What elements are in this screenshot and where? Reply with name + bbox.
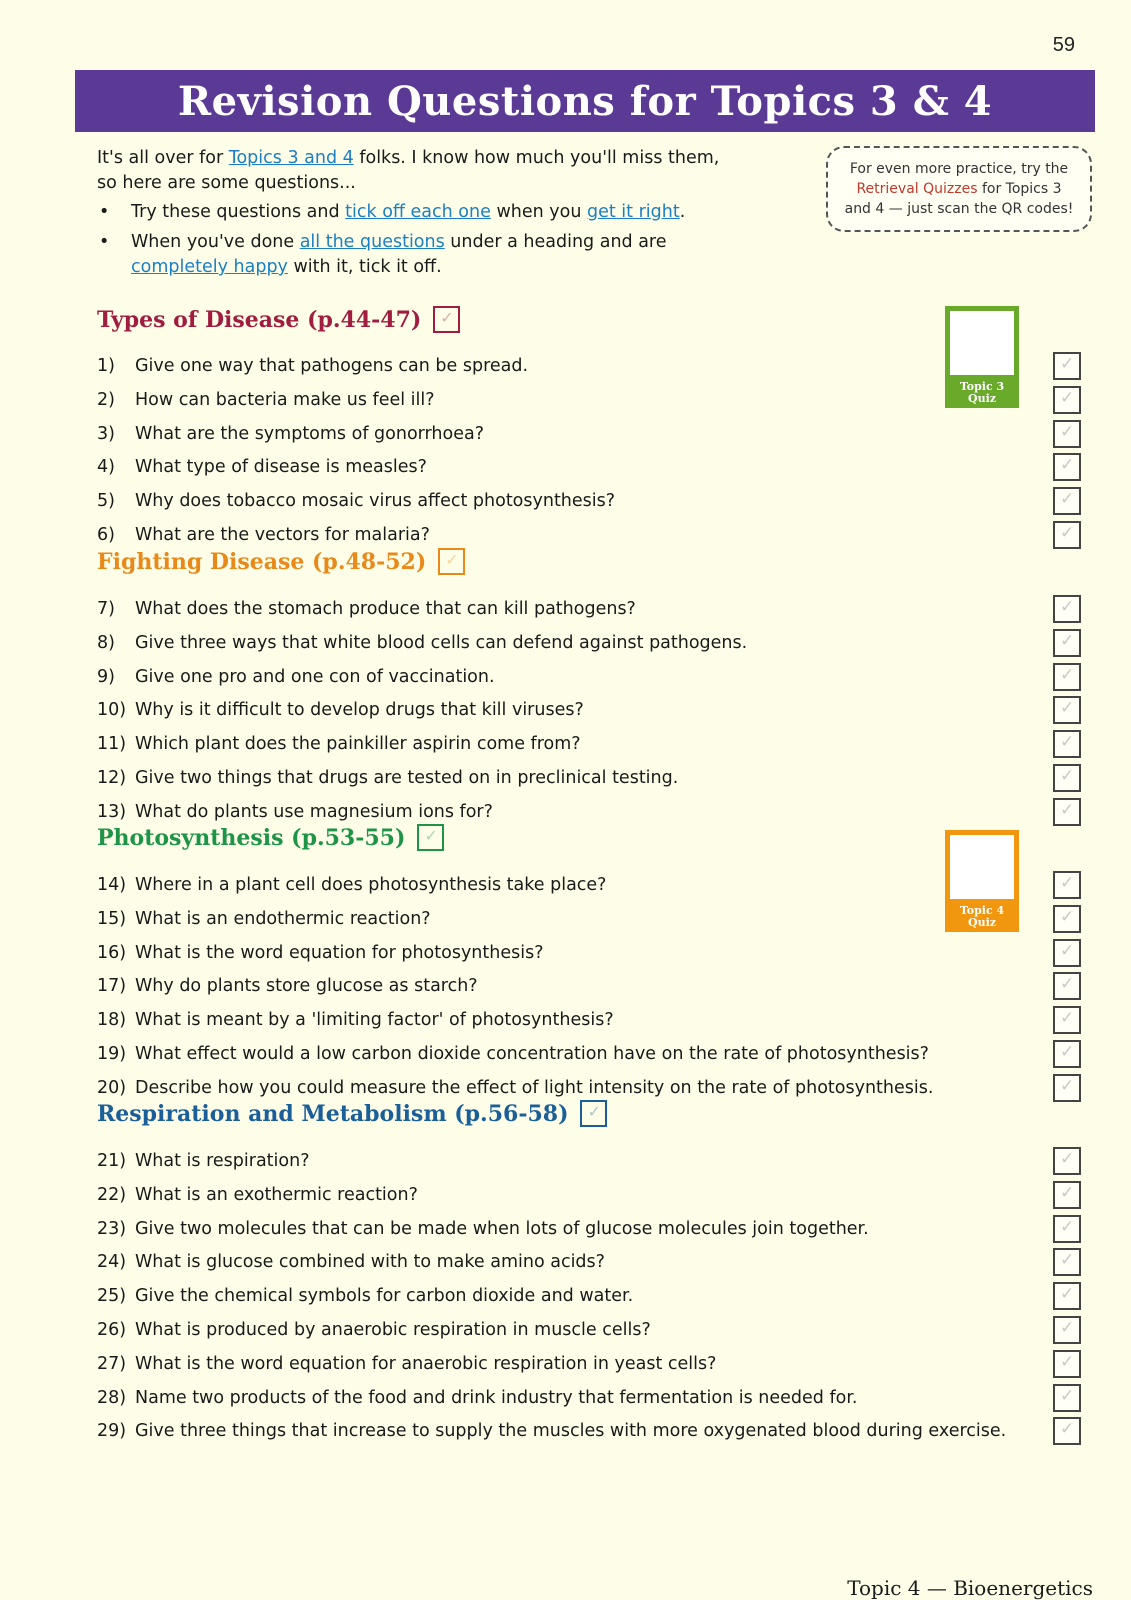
tip-box	[826, 146, 1092, 232]
question-item	[97, 488, 615, 514]
intro-link-topics: Topics 3 and 4	[228, 148, 354, 168]
question-item	[97, 697, 584, 723]
page-title: Revision Questions for Topics 3 & 4	[177, 77, 993, 125]
question-item	[97, 1075, 933, 1101]
question-text: Name two products of the food and drink industry that fermentation is needed for.	[135, 1388, 858, 1408]
highlight-tick-off: tick off each one	[345, 202, 491, 222]
question-text: What are the symptoms of gonorrhoea?	[135, 424, 485, 444]
question-text: What is the word equation for anaerobic respiration in yeast cells?	[135, 1354, 717, 1374]
question-number: 2)	[97, 390, 115, 410]
question-item	[97, 387, 435, 413]
bullet-text: under a heading and are	[444, 232, 667, 252]
section-tick-box[interactable]	[433, 306, 460, 333]
question-number: 15)	[97, 909, 127, 929]
section-heading-fighting-disease	[97, 548, 465, 575]
question-item	[97, 1148, 309, 1174]
highlight-get-it-right: get it right	[586, 202, 680, 222]
section-heading-photosynthesis	[97, 824, 444, 851]
question-number: 7)	[97, 599, 115, 619]
section-heading-text: Photosynthesis (p.53-55)	[97, 824, 406, 851]
intro-text: so here are some questions...	[97, 173, 356, 193]
question-checkbox[interactable]	[1053, 487, 1081, 515]
question-number: 5)	[97, 491, 115, 511]
question-text: What does the stomach produce that can kill pathogens?	[135, 599, 636, 619]
question-checkbox[interactable]	[1053, 1006, 1081, 1034]
question-text: What are the vectors for malaria?	[135, 525, 430, 545]
question-checkbox[interactable]	[1053, 1417, 1081, 1445]
question-number: 11)	[97, 734, 127, 754]
question-checkbox[interactable]	[1053, 939, 1081, 967]
question-item	[97, 421, 484, 447]
question-item	[97, 1041, 929, 1067]
question-number: 28)	[97, 1388, 127, 1408]
question-number: 14)	[97, 875, 127, 895]
question-number: 26)	[97, 1320, 127, 1340]
question-number: 19)	[97, 1044, 127, 1064]
question-number: 17)	[97, 976, 127, 996]
question-number: 3)	[97, 424, 115, 444]
question-text: Give one pro and one con of vaccination.	[135, 667, 495, 687]
question-number: 10)	[97, 700, 127, 720]
question-item	[97, 1182, 418, 1208]
question-item	[97, 1283, 633, 1309]
question-item	[97, 731, 581, 757]
section-heading-types-of-disease	[97, 306, 460, 333]
question-checkbox[interactable]	[1053, 521, 1081, 549]
question-number: 24)	[97, 1252, 127, 1272]
question-item	[97, 1249, 605, 1275]
question-checkbox[interactable]	[1053, 1074, 1081, 1102]
bullet-text: .	[679, 202, 686, 222]
question-text: Give three things that increase to supply the muscles with more oxygenated blood during exercise.	[135, 1421, 1007, 1441]
section-tick-box[interactable]	[438, 548, 465, 575]
question-text: What is glucose combined with to make amino acids?	[135, 1252, 605, 1272]
question-number: 22)	[97, 1185, 127, 1205]
question-text: Describe how you could measure the effect of light intensity on the rate of photosynthesis.	[135, 1078, 934, 1098]
question-item	[97, 1385, 858, 1411]
question-checkbox[interactable]	[1053, 972, 1081, 1000]
question-number: 6)	[97, 525, 115, 545]
question-item	[97, 1216, 869, 1242]
topic-3-qr-code[interactable]	[945, 306, 1019, 408]
bullet-text: with it, tick it off.	[287, 257, 442, 277]
question-text: Why does tobacco mosaic virus affect photosynthesis?	[135, 491, 616, 511]
topic-4-qr-code[interactable]	[945, 830, 1019, 932]
question-number: 18)	[97, 1010, 127, 1030]
question-checkbox[interactable]	[1053, 730, 1081, 758]
qr-label: Topic 4 Quiz	[959, 904, 1005, 929]
question-item	[97, 1007, 614, 1033]
tip-line: For even more practice, try the	[849, 161, 1069, 177]
question-number: 13)	[97, 802, 127, 822]
question-text: How can bacteria make us feel ill?	[135, 390, 435, 410]
question-number: 21)	[97, 1151, 127, 1171]
question-item	[97, 872, 606, 898]
question-checkbox[interactable]	[1053, 1040, 1081, 1068]
question-checkbox[interactable]	[1053, 420, 1081, 448]
question-text: What is the word equation for photosynthesis?	[135, 943, 544, 963]
question-text: Give the chemical symbols for carbon dioxide and water.	[135, 1286, 634, 1306]
question-text: What effect would a low carbon dioxide concentration have on the rate of photosynthesis?	[135, 1044, 929, 1064]
question-text: What do plants use magnesium ions for?	[135, 802, 493, 822]
question-item	[97, 765, 678, 791]
question-checkbox[interactable]	[1053, 352, 1081, 380]
question-item	[97, 1351, 716, 1377]
qr-code-image	[950, 311, 1014, 375]
question-checkbox[interactable]	[1053, 1181, 1081, 1209]
question-text: Which plant does the painkiller aspirin come from?	[135, 734, 581, 754]
question-checkbox[interactable]	[1053, 1384, 1081, 1412]
question-number: 9)	[97, 667, 115, 687]
question-text: Where in a plant cell does photosynthesis take place?	[135, 875, 607, 895]
question-text: Why do plants store glucose as starch?	[135, 976, 478, 996]
question-item	[97, 454, 427, 480]
question-checkbox[interactable]	[1053, 798, 1081, 826]
highlight-all-questions: all the questions	[299, 232, 445, 252]
question-checkbox[interactable]	[1053, 386, 1081, 414]
question-item	[97, 1418, 1006, 1444]
question-checkbox[interactable]	[1053, 629, 1081, 657]
intro-line-1	[97, 146, 777, 196]
page-number: 59	[1052, 34, 1075, 56]
question-number: 20)	[97, 1078, 127, 1098]
question-item	[97, 973, 478, 999]
question-number: 16)	[97, 943, 127, 963]
section-heading-text: Fighting Disease (p.48-52)	[97, 548, 427, 575]
question-number: 1)	[97, 356, 115, 376]
section-heading-text: Respiration and Metabolism (p.56-58)	[97, 1100, 569, 1127]
tip-line: and 4 — just scan the QR codes!	[844, 201, 1074, 217]
question-number: 8)	[97, 633, 115, 653]
question-checkbox[interactable]	[1053, 696, 1081, 724]
question-item	[97, 906, 431, 932]
question-checkbox[interactable]	[1053, 905, 1081, 933]
highlight-completely-happy: completely happy	[131, 257, 288, 277]
question-checkbox[interactable]	[1053, 1282, 1081, 1310]
question-text: Give two things that drugs are tested on in preclinical testing.	[135, 768, 679, 788]
question-checkbox[interactable]	[1053, 764, 1081, 792]
intro-bullets	[97, 200, 777, 280]
intro-text: folks. I know how much you'll miss them,	[353, 148, 720, 168]
question-checkbox[interactable]	[1053, 1215, 1081, 1243]
title-banner	[75, 70, 1095, 132]
question-checkbox[interactable]	[1053, 871, 1081, 899]
qr-label: Topic 3 Quiz	[959, 380, 1005, 405]
question-text: What is produced by anaerobic respiration in muscle cells?	[135, 1320, 651, 1340]
bullet-text: when you	[490, 202, 587, 222]
question-checkbox[interactable]	[1053, 1316, 1081, 1344]
question-text: What type of disease is measles?	[135, 457, 427, 477]
question-item	[97, 522, 430, 548]
question-number: 12)	[97, 768, 127, 788]
section-heading-respiration	[97, 1100, 607, 1127]
section-tick-box[interactable]	[580, 1100, 607, 1127]
question-text: What is meant by a 'limiting factor' of photosynthesis?	[135, 1010, 614, 1030]
question-checkbox[interactable]	[1053, 1147, 1081, 1175]
bullet-text: When you've done	[131, 232, 300, 252]
question-text: What is an exothermic reaction?	[135, 1185, 418, 1205]
question-text: Give two molecules that can be made when lots of glucose molecules join together.	[135, 1219, 869, 1239]
question-item	[97, 596, 636, 622]
footer-topic: Topic 4 — Bioenergetics	[847, 1576, 1093, 1600]
question-item	[97, 630, 747, 656]
question-number: 23)	[97, 1219, 127, 1239]
question-checkbox[interactable]	[1053, 453, 1081, 481]
section-heading-text: Types of Disease (p.44-47)	[97, 306, 422, 333]
question-item	[97, 353, 528, 379]
question-number: 4)	[97, 457, 115, 477]
question-text: Give three ways that white blood cells can defend against pathogens.	[135, 633, 748, 653]
intro-text: It's all over for	[97, 148, 229, 168]
question-text: What is respiration?	[135, 1151, 310, 1171]
bullet-text: Try these questions and	[131, 202, 346, 222]
intro-bullet-2	[97, 230, 777, 280]
question-checkbox[interactable]	[1053, 1350, 1081, 1378]
question-item	[97, 799, 493, 825]
question-checkbox[interactable]	[1053, 595, 1081, 623]
question-text: What is an endothermic reaction?	[135, 909, 431, 929]
question-item	[97, 664, 495, 690]
tip-highlight: Retrieval Quizzes	[856, 181, 978, 197]
question-number: 25)	[97, 1286, 127, 1306]
question-text: Why is it difficult to develop drugs that kill viruses?	[135, 700, 584, 720]
question-number: 27)	[97, 1354, 127, 1374]
question-text: Give one way that pathogens can be spread.	[135, 356, 529, 376]
question-number: 29)	[97, 1421, 127, 1441]
question-item	[97, 1317, 651, 1343]
question-checkbox[interactable]	[1053, 1248, 1081, 1276]
tip-line: for Topics 3	[977, 181, 1062, 197]
question-checkbox[interactable]	[1053, 663, 1081, 691]
tip-text	[845, 159, 1074, 219]
intro	[97, 146, 777, 285]
qr-code-image	[950, 835, 1014, 899]
section-tick-box[interactable]	[417, 824, 444, 851]
intro-bullet-1	[97, 200, 777, 225]
question-item	[97, 940, 544, 966]
